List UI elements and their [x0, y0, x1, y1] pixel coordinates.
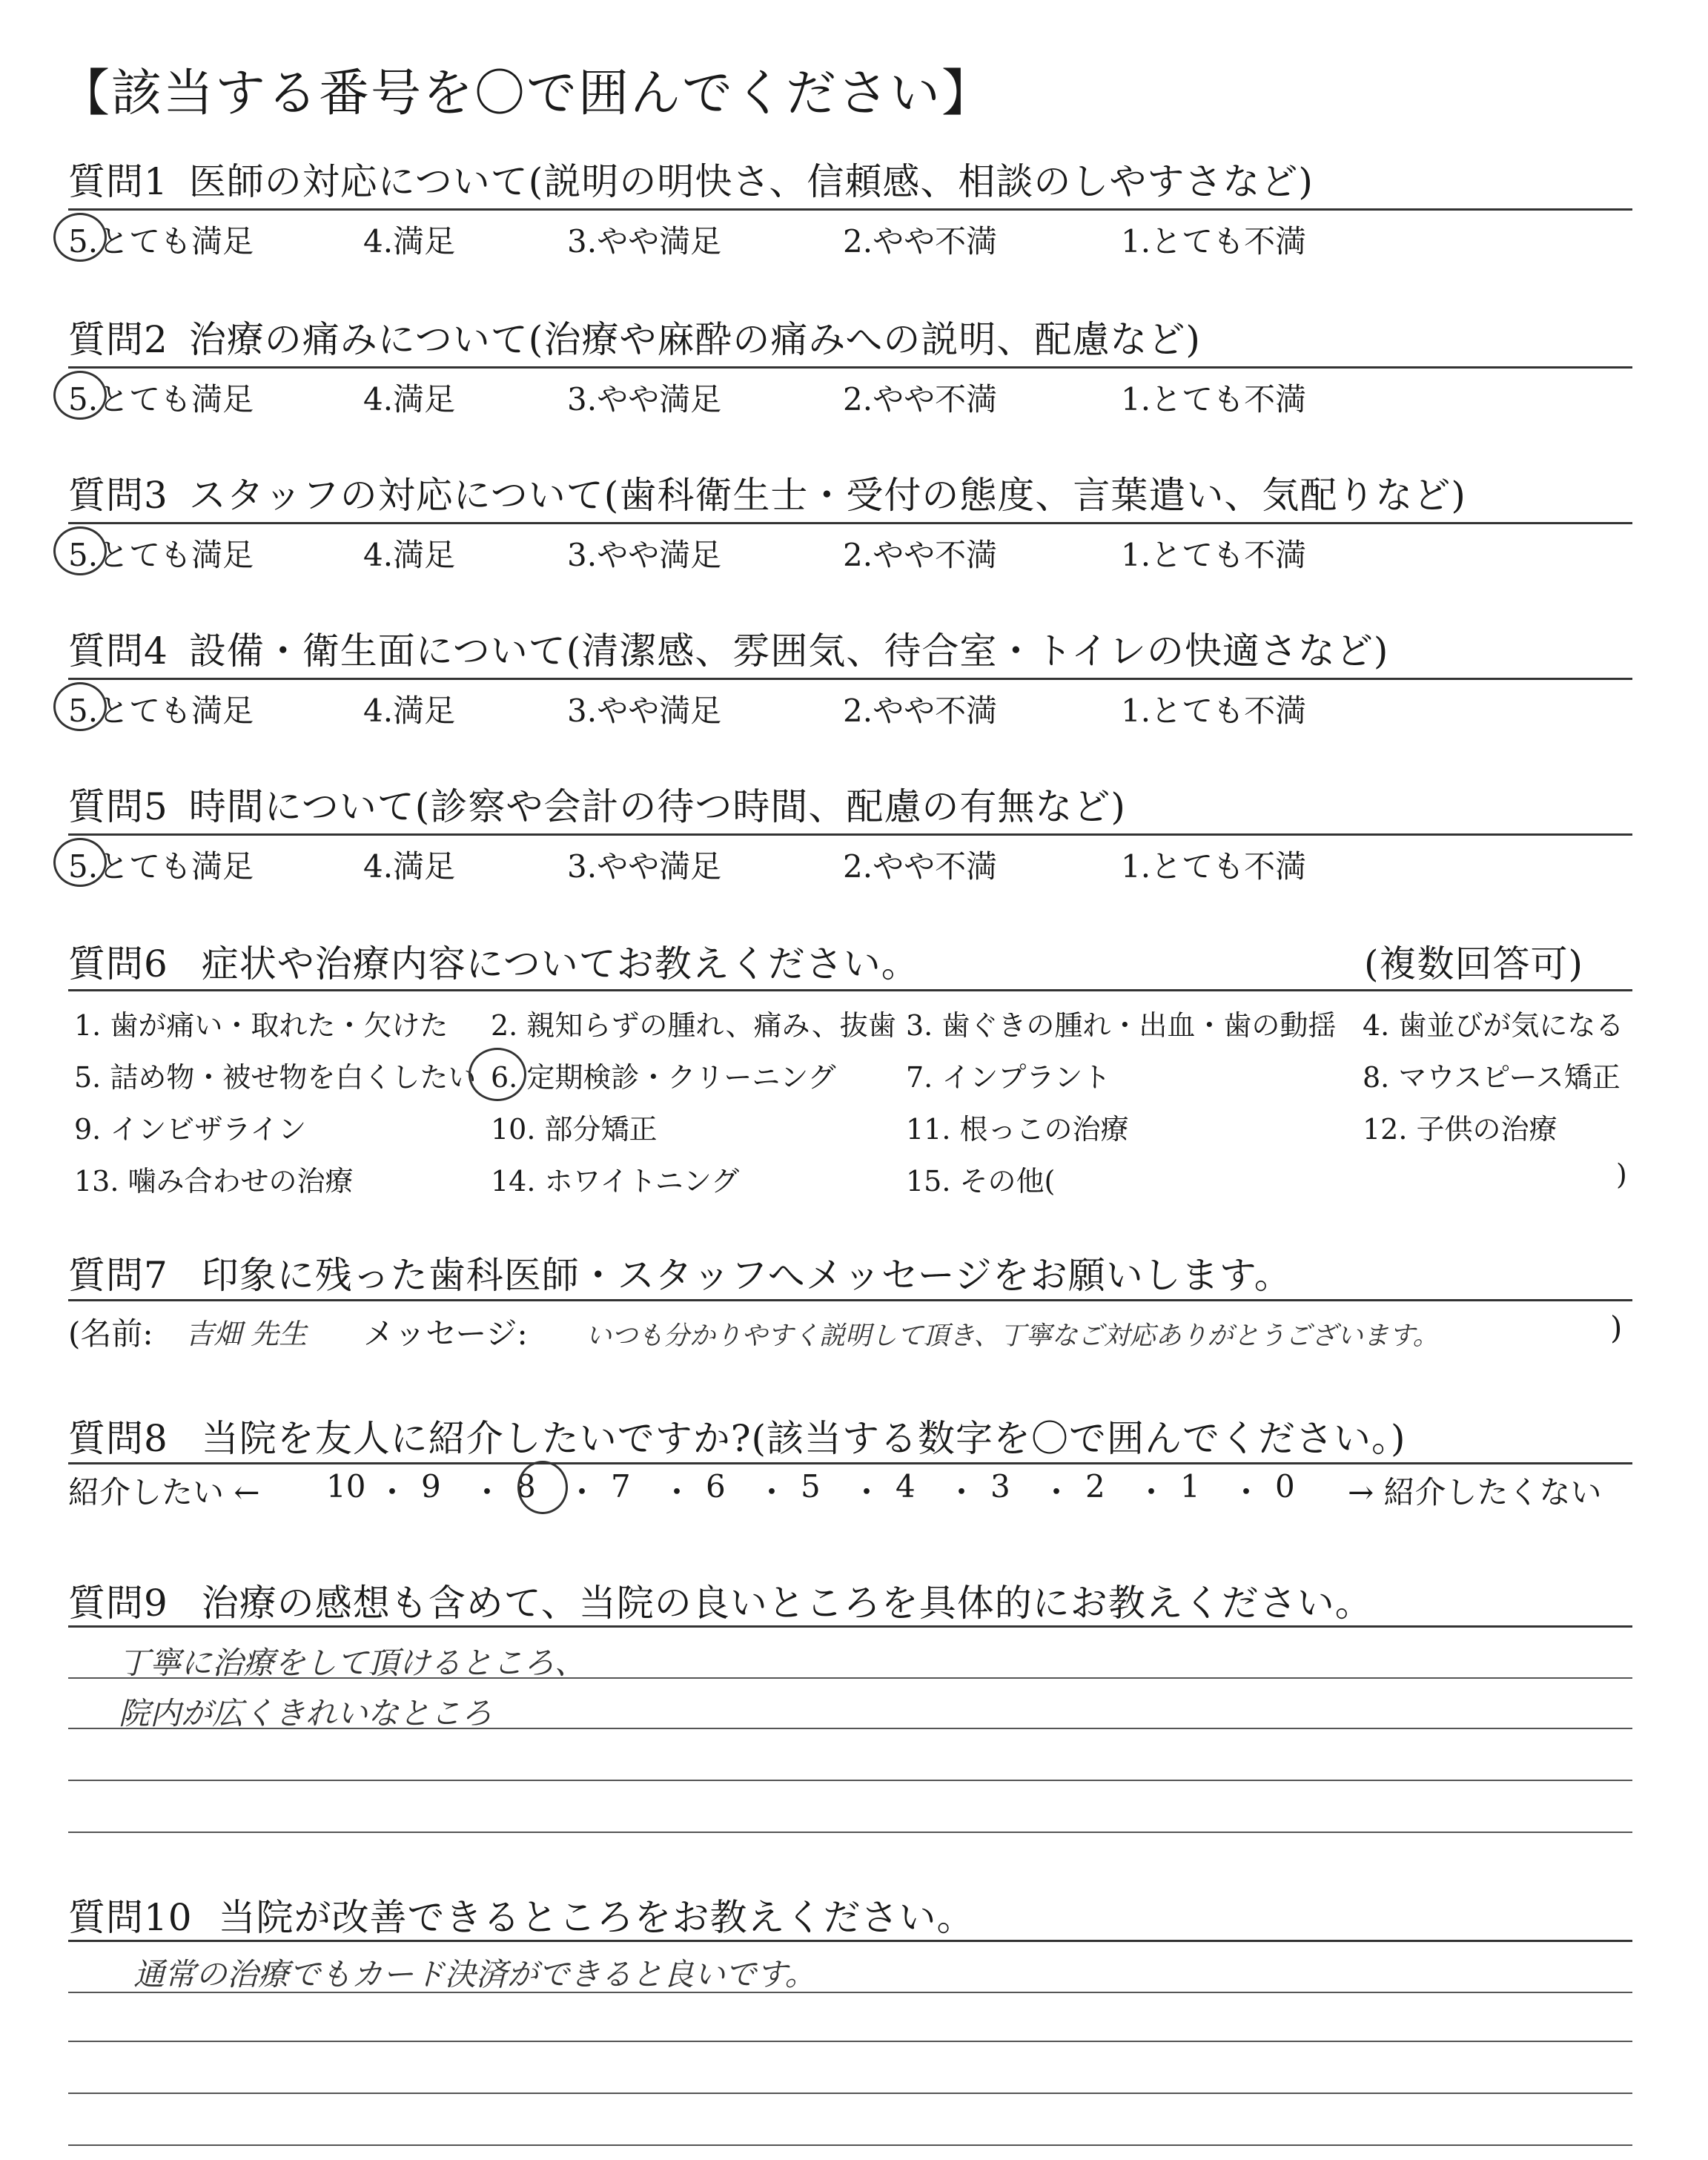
q6-option-5[interactable]: 5. 詰め物・被せ物を白くしたい: [74, 1061, 477, 1094]
q7-name-label: (名前:: [68, 1315, 153, 1352]
q6-text: 症状や治療内容についてお教えください。: [201, 942, 919, 985]
q6-option-1[interactable]: 1. 歯が痛い・取れた・欠けた: [74, 1009, 448, 1042]
q3-option-5[interactable]: 5.とても満足: [68, 537, 254, 573]
q3-text: スタッフの対応について(歯科衛生士・受付の態度、言葉遣い、気配りなど): [188, 474, 1466, 517]
q5-heading: [68, 777, 1126, 830]
q1-label: 質問1: [68, 160, 168, 203]
q3-heading: [68, 466, 1466, 519]
q8-separator: ・: [566, 1474, 598, 1510]
q10-rule-0: [68, 1940, 1632, 1942]
q8-separator: ・: [851, 1474, 883, 1510]
q3-option-1[interactable]: 1.とても不満: [1121, 537, 1307, 573]
q6-option-4[interactable]: 4. 歯並びが気になる: [1363, 1009, 1624, 1042]
q8-separator: ・: [471, 1474, 503, 1510]
q1-heading: [68, 152, 1314, 205]
q8-separator: ・: [946, 1474, 978, 1510]
q8-separator: ・: [1136, 1474, 1168, 1510]
q2-option-5[interactable]: 5.とても満足: [68, 381, 254, 417]
q2-option-2[interactable]: 2.やや不満: [843, 381, 998, 417]
q6-option-15[interactable]: 15. その他(: [906, 1165, 1056, 1198]
q4-option-4[interactable]: 4.満足: [363, 693, 456, 729]
q1-text: 医師の対応について(説明の明快さ、信頼感、相談のしやすさなど): [188, 160, 1314, 203]
q6-option-2[interactable]: 2. 親知らずの腫れ、痛み、抜歯: [491, 1009, 896, 1042]
q10-answer-line-1: 通常の治療でもカード決済ができると良いです。: [133, 1956, 816, 1992]
q10-rule-3: [68, 2093, 1632, 2094]
q8-rule: [68, 1462, 1632, 1464]
q8-scale-8[interactable]: 8: [516, 1468, 536, 1505]
form-title: 【該当する番号を〇で囲んでください】: [59, 65, 994, 123]
q6-heading: [68, 934, 919, 988]
q8-text: 当院を友人に紹介したいですか?(該当する数字を〇で囲んでください。): [201, 1417, 1406, 1460]
q4-option-3[interactable]: 3.やや満足: [567, 693, 722, 729]
q9-rule-0: [68, 1625, 1632, 1628]
q8-scale-10[interactable]: 10: [326, 1468, 366, 1505]
q6-option-3[interactable]: 3. 歯ぐきの腫れ・出血・歯の動揺: [906, 1009, 1337, 1042]
q9-answer-line-2: 院内が広くきれいなところ: [119, 1695, 493, 1731]
q4-option-5[interactable]: 5.とても満足: [68, 693, 254, 729]
q4-text: 設備・衛生面について(清潔感、雰囲気、待合室・トイレの快適さなど): [188, 630, 1389, 673]
q9-label: 質問9: [68, 1582, 168, 1625]
q6-option-8[interactable]: 8. マウスピース矯正: [1363, 1061, 1621, 1094]
q2-option-1[interactable]: 1.とても不満: [1121, 381, 1307, 417]
q2-option-4[interactable]: 4.満足: [363, 381, 456, 417]
q10-rule-2: [68, 2041, 1632, 2042]
q1-option-2[interactable]: 2.やや不満: [843, 223, 998, 260]
q8-scale-3[interactable]: 3: [990, 1468, 1010, 1505]
q10-label: 質問10: [68, 1896, 193, 1939]
q5-option-4[interactable]: 4.満足: [363, 848, 456, 885]
q3-label: 質問3: [68, 474, 168, 517]
q1-option-5[interactable]: 5.とても満足: [68, 223, 254, 260]
q6-selection-circle: [469, 1048, 526, 1101]
q8-separator: ・: [1041, 1474, 1073, 1510]
q4-selection-circle: [53, 682, 107, 731]
q8-separator: ・: [1231, 1474, 1262, 1510]
q6-option-10[interactable]: 10. 部分矯正: [491, 1113, 658, 1146]
q9-answer-line-1: 丁寧に治療をして頂けるところ、: [119, 1645, 586, 1681]
q6-option-12[interactable]: 12. 子供の治療: [1363, 1113, 1558, 1146]
q8-selection-circle: [517, 1461, 568, 1514]
q7-message-value: いつも分かりやすく説明して頂き、丁寧なご対応ありがとうございます。: [586, 1321, 1439, 1351]
q1-option-4[interactable]: 4.満足: [363, 223, 456, 260]
q8-scale-1[interactable]: 1: [1180, 1468, 1200, 1505]
q10-rule-4: [68, 2144, 1632, 2146]
q8-heading: [68, 1409, 1406, 1462]
q6-option-14[interactable]: 14. ホワイトニング: [491, 1165, 740, 1198]
q8-scale-2[interactable]: 2: [1085, 1468, 1105, 1505]
q5-label: 質問5: [68, 785, 168, 828]
q8-label: 質問8: [68, 1417, 168, 1460]
q8-scale-4[interactable]: 4: [896, 1468, 916, 1505]
q7-close-paren: ): [1610, 1309, 1623, 1346]
q4-label: 質問4: [68, 630, 168, 673]
q8-right-label: → 紹介したくない: [1348, 1474, 1602, 1510]
q8-left-label: 紹介したい ←: [68, 1474, 260, 1510]
q5-option-1[interactable]: 1.とても不満: [1121, 848, 1307, 885]
q8-separator: ・: [756, 1474, 788, 1510]
q6-note: (複数回答可): [1364, 942, 1584, 985]
q8-scale-5[interactable]: 5: [801, 1468, 821, 1505]
q2-option-3[interactable]: 3.やや満足: [567, 381, 722, 417]
q5-option-3[interactable]: 3.やや満足: [567, 848, 722, 885]
q7-message-label: メッセージ:: [363, 1315, 528, 1352]
q9-rule-3: [68, 1780, 1632, 1781]
q7-rule: [68, 1299, 1632, 1301]
q1-option-3[interactable]: 3.やや満足: [567, 223, 722, 260]
q6-rule: [68, 989, 1632, 991]
q8-separator: ・: [377, 1474, 408, 1510]
q6-label: 質問6: [68, 942, 168, 985]
q2-heading: [68, 310, 1201, 363]
q1-rule: [68, 208, 1632, 211]
q9-text: 治療の感想も含めて、当院の良いところを具体的にお教えください。: [201, 1582, 1373, 1625]
q1-selection-circle: [53, 213, 107, 262]
q8-scale-0[interactable]: 0: [1275, 1468, 1295, 1505]
q6-option-13[interactable]: 13. 噛み合わせの治療: [74, 1165, 354, 1198]
q5-text: 時間について(診察や会計の待つ時間、配慮の有無など): [188, 785, 1126, 828]
q8-scale-9[interactable]: 9: [421, 1468, 441, 1505]
q4-option-2[interactable]: 2.やや不満: [843, 693, 998, 729]
q4-option-1[interactable]: 1.とても不満: [1121, 693, 1307, 729]
q5-option-5[interactable]: 5.とても満足: [68, 848, 254, 885]
q8-scale-7[interactable]: 7: [611, 1468, 631, 1505]
q8-separator: ・: [661, 1474, 693, 1510]
q7-label: 質問7: [68, 1254, 168, 1297]
q4-heading: [68, 621, 1388, 675]
q6-other-close-paren: ): [1616, 1158, 1627, 1191]
q5-rule: [68, 833, 1632, 836]
q3-selection-circle: [53, 526, 107, 575]
q6-option-6[interactable]: 6. 定期検診・クリーニング: [491, 1061, 836, 1094]
q4-rule: [68, 678, 1632, 680]
q6-option-9[interactable]: 9. インビザライン: [74, 1113, 307, 1146]
q2-text: 治療の痛みについて(治療や麻酔の痛みへの説明、配慮など): [188, 318, 1201, 361]
q7-name-value: 吉畑 先生: [185, 1318, 308, 1350]
q10-heading: [68, 1888, 975, 1941]
q3-option-3[interactable]: 3.やや満足: [567, 537, 722, 573]
q2-rule: [68, 366, 1632, 369]
q8-scale-6[interactable]: 6: [706, 1468, 726, 1505]
q7-heading: [68, 1246, 1292, 1299]
q9-rule-4: [68, 1832, 1632, 1833]
q7-text: 印象に残った歯科医師・スタッフへメッセージをお願いします。: [201, 1254, 1292, 1297]
q3-rule: [68, 522, 1632, 524]
q1-option-1[interactable]: 1.とても不満: [1121, 223, 1307, 260]
q6-option-11[interactable]: 11. 根っこの治療: [906, 1113, 1129, 1146]
q3-option-4[interactable]: 4.満足: [363, 537, 456, 573]
q5-option-2[interactable]: 2.やや不満: [843, 848, 998, 885]
q9-heading: [68, 1573, 1373, 1627]
q5-selection-circle: [53, 838, 107, 887]
q2-selection-circle: [53, 371, 107, 420]
q6-option-7[interactable]: 7. インプラント: [906, 1061, 1111, 1094]
q10-text: 当院が改善できるところをお教えください。: [218, 1896, 975, 1939]
q2-label: 質問2: [68, 318, 168, 361]
q3-option-2[interactable]: 2.やや不満: [843, 537, 998, 573]
